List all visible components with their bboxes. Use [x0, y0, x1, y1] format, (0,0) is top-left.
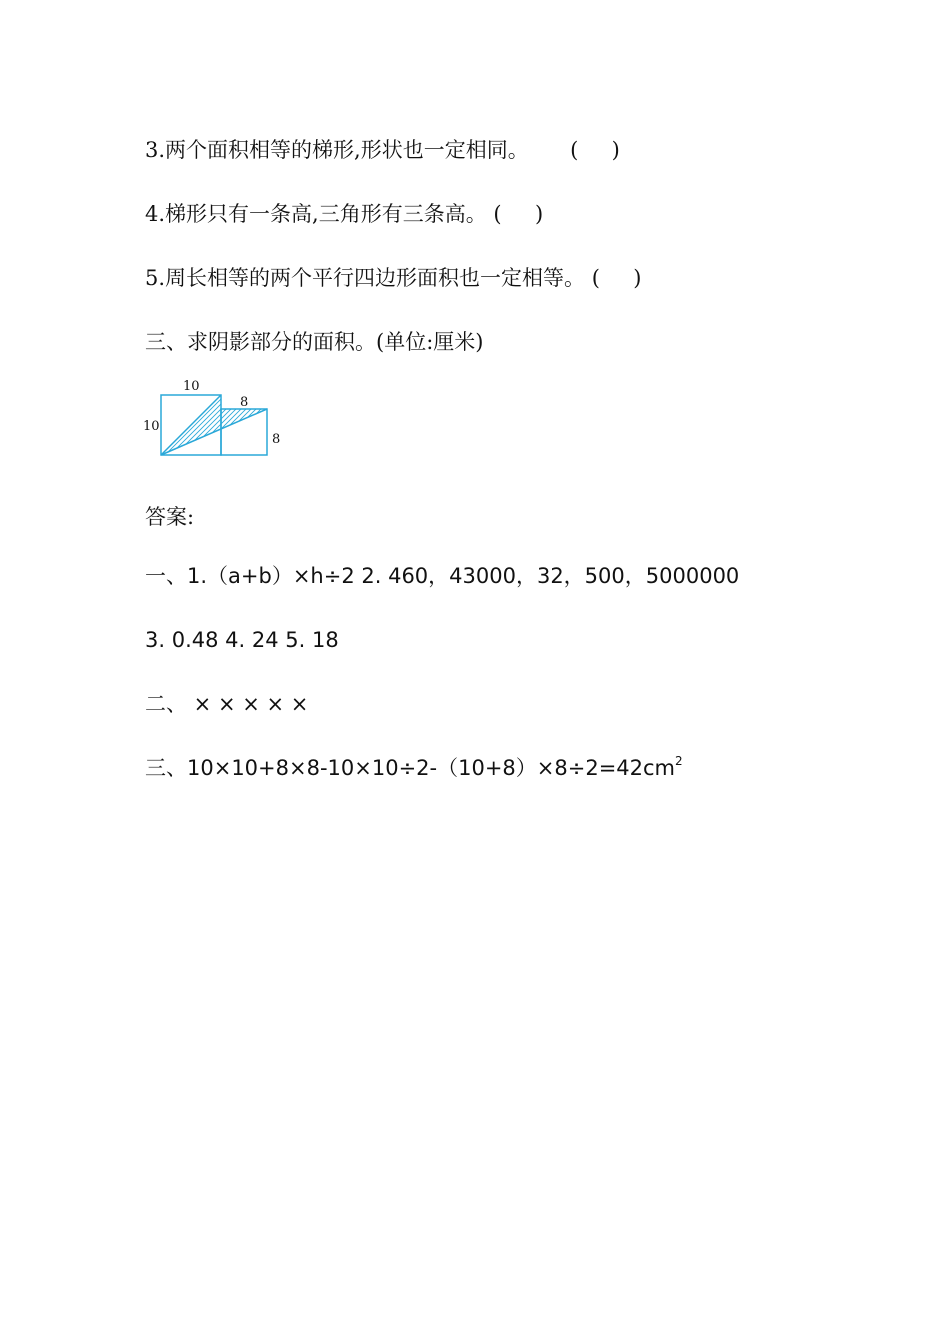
hatch-line [270, 375, 280, 465]
question-4 [145, 200, 543, 228]
hatch-line [245, 375, 280, 465]
label-top-10: 10 [183, 379, 200, 394]
hatch-line [240, 375, 280, 465]
label-small-right-8: 8 [272, 432, 280, 447]
hatch-line [230, 375, 280, 465]
question-5-text: 5.周长相等的两个平行四边形面积也一定相等。 [145, 266, 586, 290]
hatch-line [250, 375, 280, 465]
hatch-line [220, 375, 280, 465]
question-5-blank: ( ) [591, 266, 642, 290]
answer-line-4-superscript: 2 [675, 754, 683, 768]
hatch-line [225, 375, 280, 465]
answer-line-2: 3. 0.48 4. 24 5. 18 [145, 628, 339, 652]
question-4-text: 4.梯形只有一条高,三角形有三条高。 [145, 202, 487, 226]
answer-line-4 [145, 754, 683, 782]
answers-heading: 答案: [145, 505, 195, 529]
hatch-line [260, 375, 280, 465]
diagonal-line [161, 395, 221, 455]
answer-line-1: 一、1.（a+b）×h÷2 2. 460，43000，32，500，5000000 [145, 564, 740, 588]
section-3-title: 三、求阴影部分的面积。(单位:厘米) [145, 330, 484, 354]
answer-line-4-text: 三、10×10+8×8-10×10÷2-（10+8）×8÷2=42cm [145, 756, 676, 780]
answer-line-3: 二、 × × × × × [145, 692, 309, 716]
question-3 [145, 136, 620, 164]
label-small-top-8: 8 [240, 395, 249, 410]
hatch-line [160, 375, 250, 465]
shaded-area-figure [140, 375, 280, 465]
question-3-text: 3.两个面积相等的梯形,形状也一定相同。 [145, 138, 529, 162]
question-3-blank: ( ) [570, 138, 620, 162]
question-5 [145, 264, 642, 292]
hatch-line [275, 375, 280, 465]
label-left-10: 10 [143, 419, 160, 434]
question-4-blank: ( ) [493, 202, 544, 226]
